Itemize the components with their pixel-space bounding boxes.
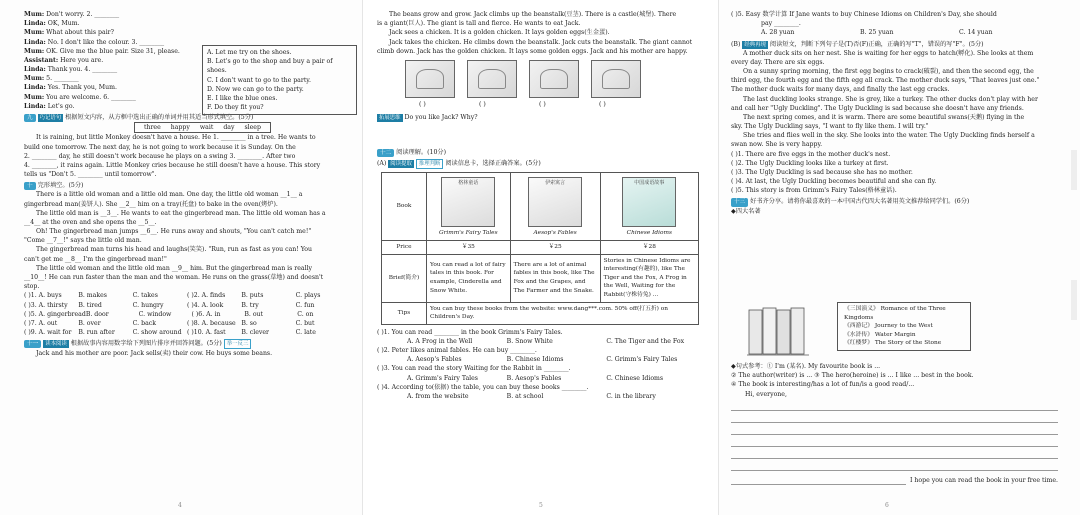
books-illustration [747, 302, 811, 358]
dialog-line: Linda: No. I don't like the colour. 3. ________ [24, 38, 165, 46]
option: D. Now we can go to the party. [207, 85, 304, 93]
side-margin-tab [1071, 150, 1077, 190]
choice: ( )5. A. gingerbread [24, 310, 86, 318]
option: C. in the library [606, 392, 656, 400]
cover-title: 中国成语故事 [634, 180, 665, 187]
text-line: __10__! He can run faster than the man and the woman. He runs on the grass(草地) and doesn't [24, 274, 324, 281]
questions [377, 328, 706, 401]
table-cell [600, 173, 698, 241]
section-tag: 阅读提取 [390, 161, 412, 168]
choice: ( )1. A. buys [24, 292, 62, 300]
dialog-line: Linda: Thank you. 4. ________ [24, 66, 118, 74]
section-b-text [731, 49, 1058, 150]
choice: C. on [297, 310, 314, 318]
option: A. 28 yuan [761, 29, 795, 37]
section-title: 阅读信息卡，选择正确答案。(5分) [445, 160, 541, 168]
text-line: gingerbread man(姜饼人). She __2__ him on a tray(托盘) to bake in the oven(烤炉). [24, 200, 278, 208]
table-cell: ￥25 [510, 241, 600, 255]
text-line: The little old woman and the little old man __9__ him. But the gingerbread man is really [36, 264, 313, 272]
word: sleep [244, 124, 261, 132]
question: ( )2. Peter likes animal fables. He can buy ________. [377, 347, 537, 355]
text-line: and call her "Ugly Duckling". The Ugly Duckling is sad because she doesn't have any friends. [731, 104, 1024, 112]
section-b-header [731, 40, 1058, 49]
choice: ( )4. A. look [186, 301, 224, 309]
section-10-text [24, 190, 350, 291]
section-title: 完形填空。(5分) [37, 182, 84, 190]
choice: B. tired [78, 301, 102, 309]
choice-row [24, 301, 350, 310]
choice-row [24, 328, 350, 337]
dialog-line: Linda: Yes. Thank you, Mum. [24, 84, 117, 92]
section-b-questions [731, 150, 1058, 196]
closing-row [731, 474, 1058, 485]
option: C. 14 yuan [959, 29, 993, 37]
choice-row [24, 291, 350, 300]
dialog-line: Mum: 5. ________ [24, 75, 79, 83]
answer-blank[interactable]: ( ) [539, 100, 546, 108]
answer-blank[interactable]: ( ) [479, 100, 486, 108]
text-line: stop. [24, 283, 40, 291]
question: ( )1. You can read ________ in the book Grimm's Fairy Tales. [377, 328, 563, 336]
section-12-header [377, 148, 706, 157]
dialog-line: Mum: Don't worry. 2. ________ [24, 11, 120, 18]
option: B. 25 yuan [860, 29, 894, 37]
text-line: sky. The Ugly Duckling says, "I want to fly like them. I will try." [731, 123, 929, 131]
think-question [377, 113, 706, 122]
text-line: The beans grow and grow. Jack climbs up the beanstalk(豆茎). There is a castle(城堡). There [389, 11, 677, 18]
option-row [377, 374, 706, 383]
section-9-text [24, 133, 350, 179]
word: day [223, 124, 235, 132]
choice: ( )9. A. wait for [24, 329, 72, 337]
table-cell [510, 173, 600, 241]
option: F. Do they fit you? [207, 104, 264, 112]
text-line: Oh! The gingerbread man jumps __6__. He runs away and shouts, "You can't catch me!" [36, 228, 312, 236]
choice-row [24, 319, 350, 328]
table-cell: You can read a lot of fairy tales in this book. For example, Cinderella and Snow White. [427, 254, 511, 302]
text-line: The last duckling looks strange. She is grey, like a turkey. The other ducks don't play with her [743, 95, 1038, 103]
table-cell: ￥28 [600, 241, 698, 255]
choice: B. out [244, 310, 264, 318]
choice: B. door [85, 310, 109, 318]
book-cover [622, 177, 676, 227]
table-cell: There are a lot of animal fables in this book, like The Fox and the Grapes, and The Farmer and the Snake. [510, 254, 600, 302]
story-picture [529, 60, 579, 98]
text-line: It is raining, but little Monkey doesn't have a house. He 1. ________ in a tree. He wants to [36, 134, 316, 142]
text-line: is a giant(巨人). The giant is tall and fierce. He wants to eat Jack. [377, 20, 581, 28]
story-line: Jack and his mother are poor. Jack sells(卖) their cow. He buys some beans. [36, 350, 273, 358]
question: ( )5. Easy 数学计算 If Jane wants to buy Chinese Idioms on Children's Day, she should [731, 11, 997, 18]
section-number: 十三 [731, 198, 748, 206]
choice: ( )10. A. fast [186, 329, 226, 337]
text-line: A mother duck sits on her nest. She is waiting for her eggs to hatch(孵化). She looks at them [743, 49, 1034, 57]
text-line: build one tomorrow. The next day, he is not going to work because it is Sunday. On the [24, 143, 296, 151]
writing-line[interactable] [731, 459, 1058, 471]
section-tag: 推理判断 [416, 159, 444, 169]
option-row [377, 355, 706, 364]
text-line: tells us "Don't 5. ________ until tomorrow". [24, 171, 157, 179]
row-header: Price [382, 241, 427, 255]
text-line: third egg, the fourth egg and the fifth egg all crack. The mother duck says, "That leaves just one." [731, 77, 1040, 85]
text-line: swan now. She is very happy. [731, 141, 823, 149]
question: ( )5. This story is from Grimm's Fairy Tales(格林童话). [731, 187, 897, 195]
section-number: 十二 [377, 149, 394, 157]
option: A. from the website [407, 392, 469, 400]
classics-list [837, 302, 971, 351]
choice: B. try [241, 301, 259, 309]
choice: ( )6. A. in [191, 310, 221, 318]
text-line: can't get me __8__ I'm the gingerbread man!" [24, 255, 167, 263]
row-header: Tips [382, 302, 427, 324]
writing-line[interactable] [731, 447, 1058, 459]
question: ( )3. You can read the story Waiting for the Rabbit in ________. [377, 365, 571, 373]
choice: C. plays [295, 292, 321, 300]
text-line: On a sunny spring morning, the first egg begins to crack(破裂), and then the second egg, the [743, 68, 1034, 76]
option: A. Let me try on the shoes. [207, 49, 292, 56]
choice: ( )3. A. thirsty [24, 301, 68, 309]
word: wait [199, 124, 214, 132]
part-label: (A) [377, 160, 387, 168]
option: A. Aesop's Fables [407, 356, 462, 364]
option: C. The Tiger and the Fox [606, 337, 685, 345]
option-row [377, 337, 706, 346]
question: ( )3. The Ugly Duckling is sad because she has no mother. [731, 168, 913, 176]
book-cover [441, 177, 495, 227]
section-number: 九 [24, 114, 36, 122]
dialog-line: Mum: OK. Give me the blue pair. Size 31, please. [24, 47, 180, 55]
question-text: Do you like Jack? Why? [404, 114, 478, 122]
subheading: ◆四大名著 [731, 207, 761, 215]
book-info-table [381, 172, 699, 324]
question: ( )1. There are five eggs in the mother duck's nest. [731, 150, 891, 158]
option: E. I like the blue ones. [207, 94, 278, 102]
writing-line[interactable] [731, 399, 1058, 411]
section-title: 阅读理解。(10分) [396, 149, 446, 157]
text-line: "Come __7__!" says the little old man. [24, 237, 142, 245]
story-picture [405, 60, 455, 98]
choice: ( )7. A. out [24, 319, 58, 327]
dialog-line: Mum: You are welcome. 6. ________ [24, 93, 136, 101]
dialog-line: Assistant: Here you are. [24, 56, 104, 64]
table-cell: Stories in Chinese Idioms are interesting(有趣的), like The Tiger and the Fox, A Frog in the Well, Waiting for the Rabbit(守株待兔) ... [600, 254, 698, 302]
order-blanks [419, 100, 706, 109]
section-tag: 读本阅读 [45, 341, 67, 348]
choice: B. puts [241, 292, 264, 300]
choice: ( )8. A. because [186, 319, 236, 327]
section-title: 根据短文内容，从方框中选出正确的单词并用其适当形式填空。(5分) [65, 113, 254, 121]
book-title: Grimm's Fairy Tales [438, 230, 498, 237]
page-number: 6 [885, 502, 889, 510]
question: ( )4. According to(依据) the table, you can buy these books ________. [377, 383, 589, 391]
cover-title: 伊索寓言 [545, 180, 566, 187]
part-label: (B) [731, 40, 741, 48]
section-number: 十一 [24, 340, 41, 348]
text-line: climb down. Jack has the golden chicken. It lays some golden eggs. Jack and his mother are happy. [377, 47, 688, 55]
choice: C. fun [295, 301, 315, 309]
choice: B. makes [78, 292, 107, 300]
page-6 [718, 0, 1080, 515]
writing-line[interactable] [731, 411, 1058, 423]
choice-row [24, 310, 350, 319]
dialog-line: Linda: OK, Mum. [24, 20, 80, 28]
classic-book: 《红楼梦》 The Story of the Stone [844, 340, 942, 347]
text-line: __4__ at the oven and she opens the __5__. [24, 218, 157, 226]
choice: C. late [295, 329, 316, 337]
writing-line[interactable] [731, 423, 1058, 435]
text-line: The next spring comes, and it is warm. There are some beautiful swans(天鹅) flying in the [743, 113, 1025, 121]
table-row [382, 173, 699, 241]
word-box [134, 122, 271, 133]
table-cell: You can buy these books from the website: www.dang***.com. 50% off(打五折) on Children's Day. [427, 302, 699, 324]
text-line: She tries and flies well in the sky. She looks into the water. The Ugly Duckling finds herself a [743, 132, 1035, 140]
text-line: The gingerbread man turns his head and laughs(笑笑). "Run, run as fast as you can! You [36, 246, 312, 254]
section-tag: 拓展思维 [379, 115, 401, 122]
story-pictures [405, 60, 706, 98]
section-tag: 巧记语句 [39, 114, 62, 121]
answer-blank[interactable]: ( ) [599, 100, 606, 108]
section-title: 根据故事内容用数字给下列图片排序并回答问题。(5分) [70, 340, 222, 348]
cover-title: 格林童话 [458, 180, 479, 187]
choice: C. takes [132, 292, 158, 300]
choice: C. window [138, 310, 172, 318]
prompt-line: ◆句式参考：① I'm (某名). My favourite book is ... [731, 363, 881, 370]
question-continuation: pay ________. [761, 20, 801, 28]
classic-book: 《水浒传》 Water Margin [844, 331, 916, 338]
option: B. Chinese Idioms [506, 356, 564, 364]
row-header: Brief(简介) [382, 254, 427, 302]
choice: C. hungry [132, 301, 164, 309]
page-number: 5 [539, 502, 543, 510]
option-row [377, 392, 706, 401]
dialog-line: Linda: Let's go. [24, 102, 75, 110]
option: B. Aesop's Fables [506, 374, 562, 382]
section-title: 好书齐分享。请将你最喜欢的一本中国古代四大名著用英文推荐给同学们。(6分) [750, 198, 970, 206]
prompt-line: ② The author(writer) is ... ③ The hero(heroine) is ... I like ... best in the book. [731, 372, 974, 380]
word: happy [170, 124, 190, 132]
section-number: 十 [24, 182, 36, 190]
closing-text: I hope you can read the book in your free time. [909, 476, 1058, 484]
text-line: Jack takes the chicken. He climbs down the beanstalk. Jack cuts the beanstalk. The giant cannot [389, 38, 693, 46]
option: B. Let's go to the shop and buy a pair of shoes. [207, 58, 333, 75]
choice: C. but [295, 319, 315, 327]
extension-link[interactable]: 举一反三 [224, 339, 252, 349]
book-title: Aesop's Fables [533, 230, 577, 237]
section-12a-header [377, 159, 706, 169]
side-margin-tab [1071, 280, 1077, 320]
text-line: The little old man is __3__. He wants to eat the gingerbread man. The little old woman has a [36, 209, 326, 217]
section-title: 阅读短文，判断下列句子是(T)否(F)正确，正确的写"T"，错误的写"F"。(5分) [769, 40, 984, 48]
choice: B. run after [78, 329, 115, 337]
option: A. A Frog in the Well [407, 337, 473, 345]
option: B. Snow White [506, 337, 553, 345]
writing-line[interactable] [731, 474, 906, 485]
row-header: Book [382, 173, 427, 241]
choice: B. clever [241, 329, 270, 337]
answer-blank[interactable]: ( ) [419, 100, 426, 108]
option-row [731, 28, 1058, 37]
book-cover [528, 177, 582, 227]
choice: B. over [78, 319, 101, 327]
choice: C. back [132, 319, 156, 327]
section-tag: 经典再现 [744, 41, 766, 48]
section-10-header [24, 181, 350, 190]
table-row [382, 302, 699, 324]
option: C. Chinese Idioms [606, 374, 664, 382]
table-cell: ￥35 [427, 241, 511, 255]
writing-area [731, 362, 1058, 485]
greeting: Hi, everyone, [745, 390, 787, 398]
table-row [382, 254, 699, 302]
options-box [202, 45, 357, 115]
option: C. Grimm's Fairy Tales [606, 356, 678, 364]
page-4 [0, 0, 362, 515]
page-5 [362, 0, 718, 515]
option: C. I don't want to go to the party. [207, 76, 311, 84]
question: ( )4. At last, the Ugly Duckling becomes beautiful and she can fly. [731, 178, 937, 186]
classic-book: 《西游记》 Journey to the West [844, 323, 933, 330]
story-picture [467, 60, 517, 98]
page-number: 4 [178, 502, 182, 510]
dialog-line: Mum: What about this pair? [24, 29, 114, 37]
book-title: Chinese Idioms [626, 230, 672, 237]
text-line: 2. ________ day, he still doesn't work because he plays on a swing 3. ________. After two [24, 152, 296, 160]
story-text [377, 10, 706, 56]
question: ( )2. The Ugly Duckling looks like a turkey at first. [731, 159, 889, 167]
word: three [144, 124, 161, 132]
text-line: every day. There are six eggs. [731, 58, 825, 66]
text-line: The mother duck waits for many days, and finally the last egg cracks. [731, 86, 950, 94]
option: A. Grimm's Fairy Tales [407, 374, 478, 382]
table-row [382, 241, 699, 255]
prompt-line: ④ The book is interesting/has a lot of fun/is a good read/... [731, 381, 915, 389]
text-line: There is a little old woman and a little old man. One day, the little old woman __1__ a [36, 191, 303, 199]
choice: C. show around [132, 329, 182, 337]
writing-line[interactable] [731, 435, 1058, 447]
choice: ( )2. A. finds [186, 292, 226, 300]
section-13-header [731, 197, 1058, 206]
story-picture [591, 60, 641, 98]
classic-book: 《三国演义》 Romance of the Three Kingdoms [844, 306, 946, 321]
section-11-header [24, 339, 350, 349]
text-line: Jack sees a chicken. It is a golden chicken. It lays golden eggs(生金蛋). [389, 29, 610, 37]
option: B. at school [506, 392, 544, 400]
section-10-choices [24, 291, 350, 337]
choice: B. so [241, 319, 257, 327]
table-cell [427, 173, 511, 241]
text-line: 4. ________, it rains again. Little Monkey cries because he still doesn't have a house. This story [24, 161, 321, 169]
